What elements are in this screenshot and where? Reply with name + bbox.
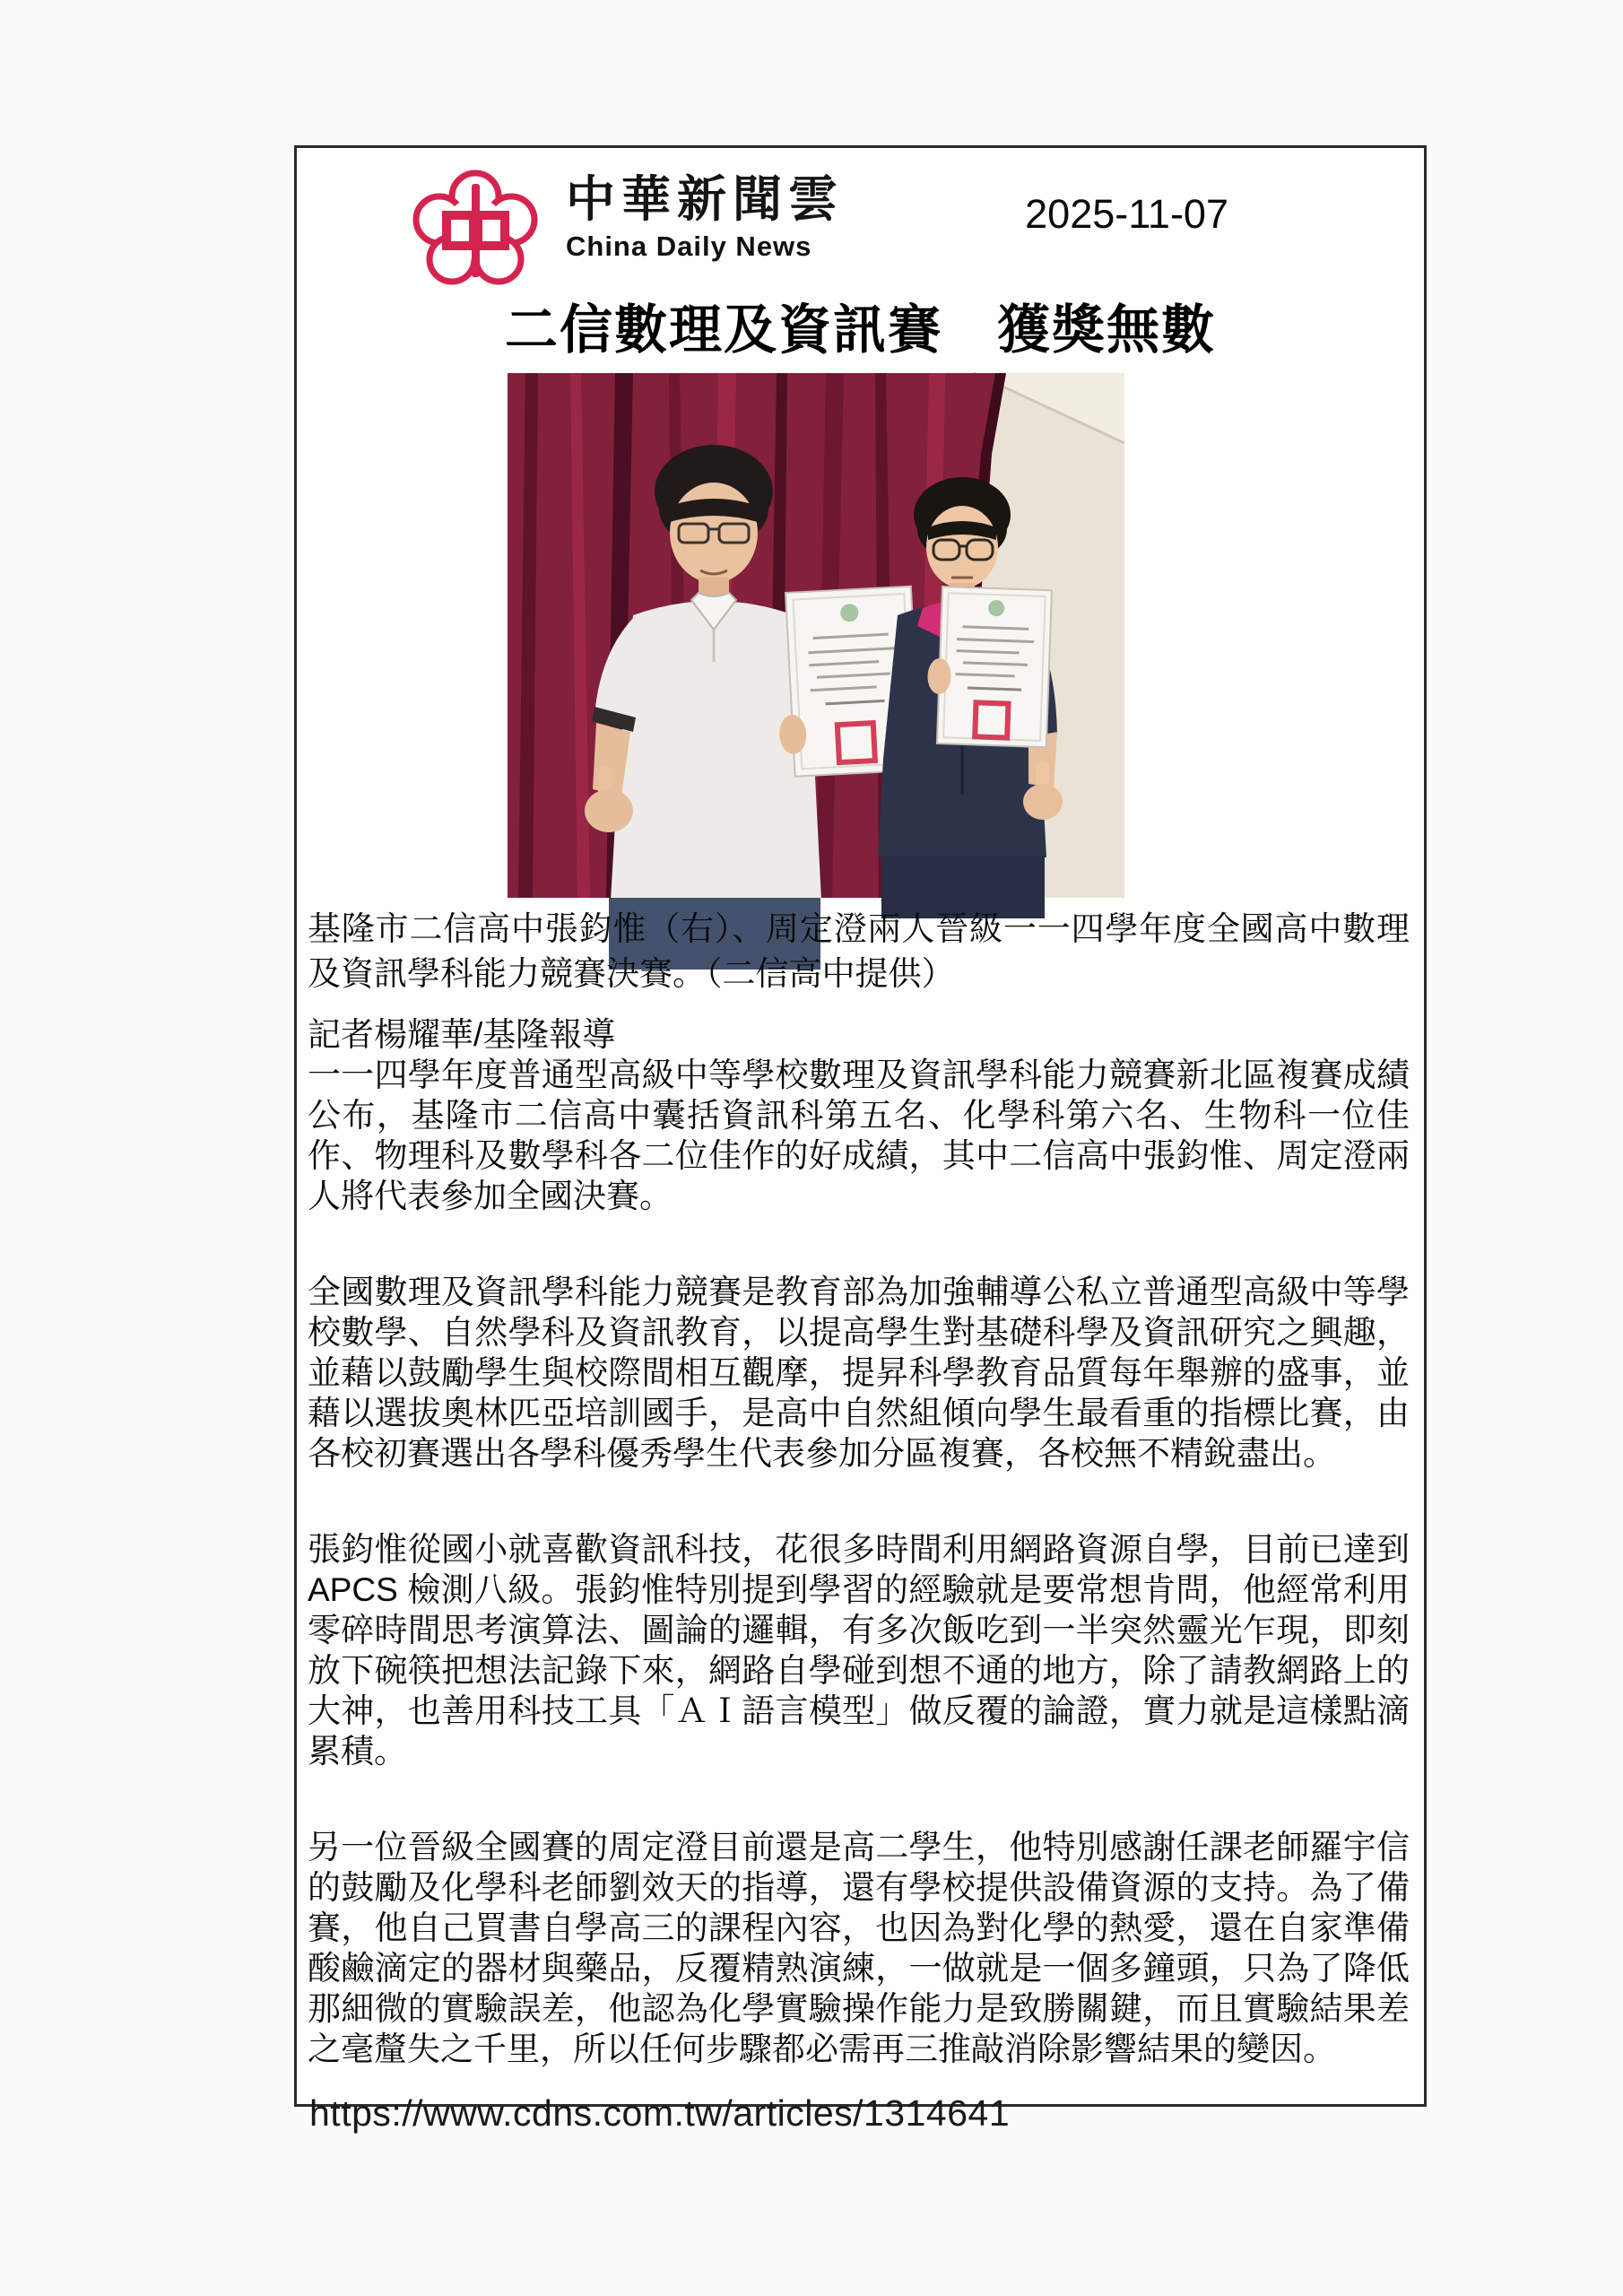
headline: 二信數理及資訊賽 獲獎無數 — [504, 300, 1216, 360]
article-date: 2025-11-07 — [1025, 191, 1228, 237]
brand-text — [566, 171, 844, 263]
article-body — [308, 1014, 1410, 2069]
paragraph-4: 另一位晉級全國賽的周定澄目前還是高二學生，他特別感謝任課老師羅宇信的鼓勵及化學科老師劉效天的指導，還有學校提供設備資源的支持。為了備賽，他自己買書自學高三的課程內容，也因為對化學的熱愛，還在自家準備酸鹼滴定的器材與藥品，反覆精熟演練，一做就是一個多鐘頭，只為了降低那細微的實驗誤差，他認為化學實驗操作能力是致勝關鍵，而且實驗結果差之毫釐失之千里，所以任何步驟都必需再三推敲消除影響結果的變因。 — [308, 1829, 1410, 2067]
paragraph-3: 張鈞惟從國小就喜歡資訊科技，花很多時間利用網路資源自學，目前已達到APCS 檢測八級。張鈞惟特別提到學習的經驗就是要常想肯問，他經常利用零碎時間思考演算法、圖論的邏輯，有多次飯吃到一半突然靈光乍現，即刻放下碗筷把想法記錄下來，網路自學碰到想不通的地方，除了請教網路上的大神，也善用科技工具「ＡＩ語言模型」做反覆的論證，實力就是這樣點滴累積。 — [308, 1531, 1410, 1770]
photo-caption: 基隆市二信高中張鈞惟（右）、周定澄兩人晉級一一四學年度全國高中數理及資訊學科能力競賽決賽。（二信高中提供） — [308, 910, 1410, 992]
certificate-right — [925, 587, 1052, 748]
newspaper-header — [297, 170, 1424, 291]
article-photo — [508, 373, 1124, 898]
brand-name-chinese: 中華新聞雲 — [566, 171, 845, 227]
article-frame — [294, 145, 1427, 2134]
byline: 記者楊耀華/基隆報導 — [308, 1016, 616, 1053]
photo-illustration — [508, 373, 1124, 898]
face-left — [670, 483, 758, 583]
china-daily-news-plum-logo-icon — [403, 170, 548, 290]
article-url: https://www.cdns.com.tw/articles/1314641 — [309, 2092, 1011, 2134]
brand-name-english: China Daily News — [566, 230, 812, 262]
paragraph-2: 全國數理及資訊學科能力競賽是教育部為加強輔導公私立普通型高級中等學校數學、自然學科及資訊教育，以提高學生對基礎科學及資訊研究之興趣，並藉以鼓勵學生與校際間相互觀摩，提昇科學教育品質每年舉辦的盛事，並藉以選拔奧林匹亞培訓國手，是高中自然組傾向學生最看重的指標比賽，由各校初賽選出各學科優秀學生代表參加分區複賽，各校無不精銳盡出。 — [308, 1274, 1410, 1472]
paragraph-1: 一一四學年度普通型高級中等學校數理及資訊學科能力競賽新北區複賽成績公布，基隆市二信高中囊括資訊科第五名、化學科第六名、生物科一位佳作、物理科及數學科各二位佳作的好成績，其中二信高中張鈞惟、周定澄兩人將代表參加全國決賽。 — [308, 1057, 1410, 1214]
